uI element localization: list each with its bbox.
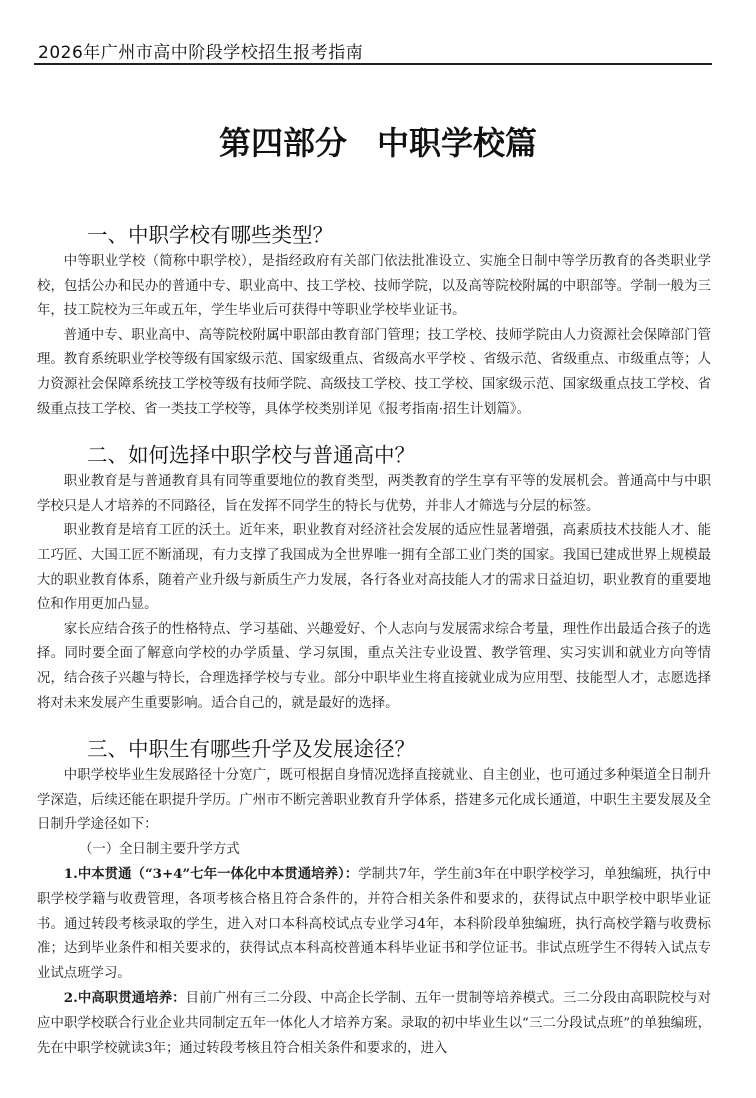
list-item-label: 1.中本贯通（“3+4”七年一体化中本贯通培养）： [63,866,359,883]
section-heading-1: 一、中职学校有哪些类型？ [87,223,333,247]
part-title [0,118,756,164]
paragraph: 职业教育是与普通教育具有同等重要地位的教育类型，两类教育的学生享有平等的发展机会。普通高中与中职学校只是人才培养的不同路径，旨在发挥不同学生的特长与优势，并非人才筛选与分层的标签。 [37,474,711,514]
section-heading-3: 三、中职生有哪些升学及发展途径？ [87,737,415,762]
list-item [37,986,711,1061]
part-title-name: 中职学校篇 [377,124,538,162]
paragraph: 职业教育是培育工匠的沃土。近年来，职业教育对经济社会发展的适应性显著增强，高素质技术技能人才、能工巧匠、大国工匠不断涌现，有力支撑了我国成为全世界唯一拥有全部工业门类的国家。我国已建成世界上规模最大的职业教育体系，随着产业升级与新质生产力发展，各行各业对高技能人才的需求日益迫切，职业教育的重要地位和作用更加凸显。 [37,523,711,613]
header-rule [34,63,712,65]
paragraph: 中职学校毕业生发展路径十分宽广，既可根据自身情况选择直接就业、自主创业，也可通过多种渠道全日制升学深造，后续还能在职提升学历。广州市不断完善职业教育升学体系，搭建多元化成长通道，中职生主要发展及全日制升学途径如下： [37,768,711,833]
paragraph: 普通中专、职业高中、高等院校附属中职部由教育部门管理；技工学校、技师学院由人力资源社会保障部门管理。教育系统职业学校等级有国家级示范、国家级重点、省级高水平学校 、省级示范、省级重点、市级重点等；人力资源社会保障系统技工学校等级有技师学院、高级技工学校、技工学校、国家级示范、国家级重点技工学校、省级重点技工学校、省一类技工学校等，具体学校类别详见《报考指南·招生计划篇》。 [37,327,711,417]
page-content [37,220,711,1061]
paragraph: 中等职业学校（简称中职学校），是指经政府有关部门依法批准设立、实施全日制中等学历教育的各类职业学校，包括公办和民办的普通中专、职业高中、技工学校、技师学院，以及高等院校附属的中职部等。学制一般为三年，技工院校为三年或五年，学生毕业后可获得中等职业学校毕业证书。 [37,254,711,319]
list-item [37,862,711,986]
running-header: 2026年广州市高中阶段学校招生报考指南 [38,43,364,63]
section-heading-2: 二、如何选择中职学校与普通高中？ [87,443,415,468]
list-item-text: 学制共7年，学生前3年在中职学校学习，单独编班，执行中职学校学籍与收费管理，各项考核合格且符合条件的，并符合相关条件和要求的，获得试点中职学校中职毕业证书。通过转段考核录取的学生，进入对口本科高校试点专业学习4年，本科阶段单独编班，执行高校学籍与收费标准；达到毕业条件和相关要求的，获得试点本科高校普通本科毕业证书和学位证书。非试点班学生不得转入试点专业试点班学习。 [37,867,711,981]
subsection-heading: （一）全日制主要升学方式 [79,841,240,857]
list-item-label: 2.中高职贯通培养： [63,990,186,1007]
paragraph: 家长应结合孩子的性格特点、学习基础、兴趣爱好、个人志向与发展需求综合考量，理性作出最适合孩子的选择。同时要全面了解意向学校的办学质量、学习氛围，重点关注专业设置、教学管理、实习实训和就业方向等情况，结合孩子兴趣与特长，合理选择学校与专业。部分中职毕业生将直接就业成为应用型、技能型人才，志愿选择将对未来发展产生重要影响。适合自己的，就是最好的选择。 [37,621,711,711]
list-item-text: 目前广州有三二分段、中高企长学制、五年一贯制等培养模式。三二分段由高职院校与对应中职学校联合行业企业共同制定五年一体化人才培养方案。录取的初中毕业生以“三二分段试点班”的单独编班，先在中职学校就读3年；通过转段考核且符合相关条件和要求的，进入 [37,991,711,1056]
part-title-number: 第四部分 [218,124,347,162]
